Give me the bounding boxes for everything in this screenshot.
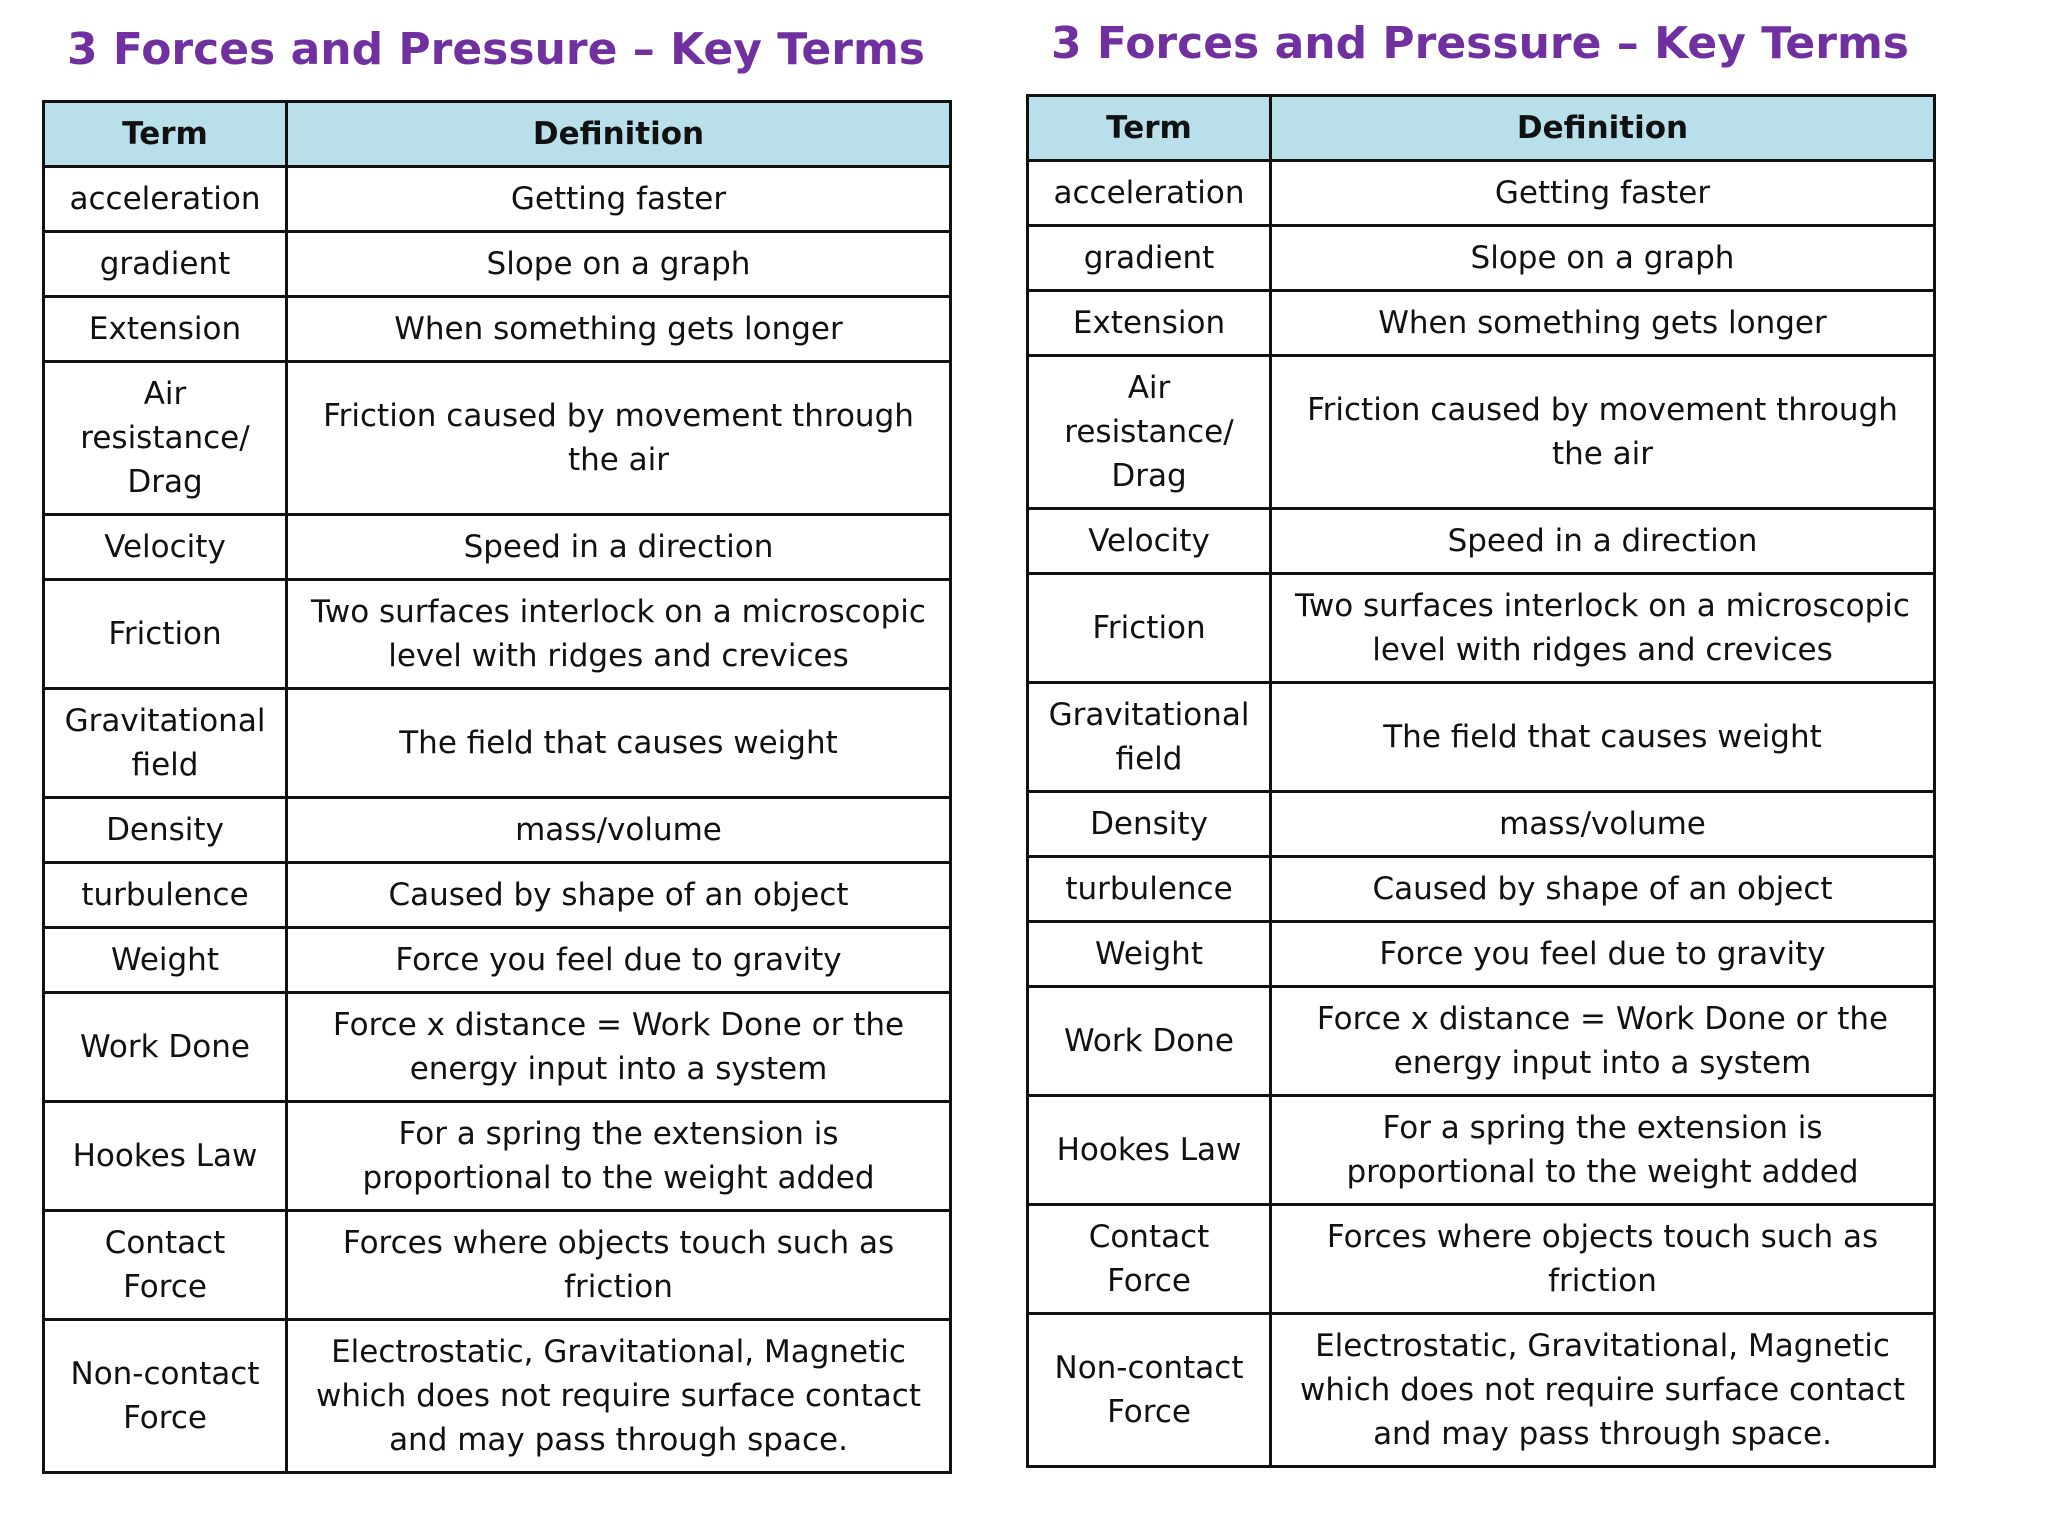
definition-cell: The field that causes weight — [287, 689, 951, 798]
definition-cell: Electrostatic, Gravitational, Magnetic which does not require surface contact and may pass through space. — [1271, 1314, 1935, 1467]
table-header-row — [1028, 96, 1935, 161]
term-cell: Extension — [44, 297, 287, 362]
term-cell: Contact Force — [44, 1211, 287, 1320]
definition-cell: mass/volume — [287, 798, 951, 863]
definition-cell: The field that causes weight — [1271, 683, 1935, 792]
term-cell: acceleration — [44, 167, 287, 232]
table-row — [44, 928, 951, 993]
definition-cell: When something gets longer — [1271, 291, 1935, 356]
definition-cell: mass/volume — [1271, 792, 1935, 857]
term-cell: gradient — [1028, 226, 1271, 291]
table-row — [44, 798, 951, 863]
term-cell: turbulence — [1028, 857, 1271, 922]
definition-cell: Friction caused by movement through the air — [1271, 356, 1935, 509]
table-row — [44, 362, 951, 515]
definition-cell: Slope on a graph — [1271, 226, 1935, 291]
column-header-definition: Definition — [1271, 96, 1935, 161]
table-row — [44, 1211, 951, 1320]
key-terms-sheet-left — [42, 18, 952, 1474]
table-row — [1028, 922, 1935, 987]
definition-cell: Force you feel due to gravity — [287, 928, 951, 993]
table-row — [1028, 987, 1935, 1096]
definition-cell: Getting faster — [1271, 161, 1935, 226]
table-row — [1028, 291, 1935, 356]
table-row — [44, 297, 951, 362]
term-cell: Density — [1028, 792, 1271, 857]
table-row — [44, 993, 951, 1102]
term-cell: Velocity — [44, 515, 287, 580]
term-cell: Work Done — [1028, 987, 1271, 1096]
term-cell: turbulence — [44, 863, 287, 928]
definition-cell: Getting faster — [287, 167, 951, 232]
definition-cell: Speed in a direction — [287, 515, 951, 580]
table-header-row — [44, 102, 951, 167]
table-row — [1028, 574, 1935, 683]
table-row — [44, 515, 951, 580]
table-row — [44, 689, 951, 798]
table-row — [1028, 1096, 1935, 1205]
term-cell: Gravitational field — [1028, 683, 1271, 792]
table-row — [44, 580, 951, 689]
term-cell: gradient — [44, 232, 287, 297]
table-row — [1028, 1314, 1935, 1467]
term-cell: Gravitational field — [44, 689, 287, 798]
page-title: 3 Forces and Pressure – Key Terms — [1051, 18, 1909, 69]
definition-cell: Electrostatic, Gravitational, Magnetic which does not require surface contact and may pass through space. — [287, 1320, 951, 1473]
column-header-term: Term — [44, 102, 287, 167]
table-row — [1028, 161, 1935, 226]
term-cell: Contact Force — [1028, 1205, 1271, 1314]
key-terms-sheet-right — [1026, 12, 1936, 1468]
definition-cell: Force you feel due to gravity — [1271, 922, 1935, 987]
key-terms-table — [42, 100, 952, 1474]
term-cell: Weight — [44, 928, 287, 993]
table-row — [44, 1102, 951, 1211]
key-terms-table — [1026, 94, 1936, 1468]
definition-cell: When something gets longer — [287, 297, 951, 362]
table-row — [1028, 857, 1935, 922]
definition-cell: Two surfaces interlock on a microscopic level with ridges and crevices — [1271, 574, 1935, 683]
table-row — [44, 167, 951, 232]
table-row — [1028, 226, 1935, 291]
definition-cell: Forces where objects touch such as friction — [1271, 1205, 1935, 1314]
table-row — [44, 863, 951, 928]
column-header-term: Term — [1028, 96, 1271, 161]
definition-cell: Caused by shape of an object — [287, 863, 951, 928]
definition-cell: Force x distance = Work Done or the energy input into a system — [1271, 987, 1935, 1096]
definition-cell: Two surfaces interlock on a microscopic level with ridges and crevices — [287, 580, 951, 689]
term-cell: Non-contact Force — [44, 1320, 287, 1473]
term-cell: Air resistance/ Drag — [44, 362, 287, 515]
table-row — [1028, 509, 1935, 574]
definition-cell: For a spring the extension is proportional to the weight added — [287, 1102, 951, 1211]
term-cell: Hookes Law — [44, 1102, 287, 1211]
term-cell: acceleration — [1028, 161, 1271, 226]
term-cell: Non-contact Force — [1028, 1314, 1271, 1467]
table-row — [1028, 792, 1935, 857]
term-cell: Velocity — [1028, 509, 1271, 574]
term-cell: Friction — [44, 580, 287, 689]
definition-cell: Friction caused by movement through the air — [287, 362, 951, 515]
definition-cell: Caused by shape of an object — [1271, 857, 1935, 922]
definition-cell: Speed in a direction — [1271, 509, 1935, 574]
definition-cell: For a spring the extension is proportional to the weight added — [1271, 1096, 1935, 1205]
table-row — [1028, 1205, 1935, 1314]
table-row — [44, 232, 951, 297]
page-title: 3 Forces and Pressure – Key Terms — [67, 24, 925, 75]
table-row — [1028, 356, 1935, 509]
definition-cell: Slope on a graph — [287, 232, 951, 297]
term-cell: Work Done — [44, 993, 287, 1102]
term-cell: Air resistance/ Drag — [1028, 356, 1271, 509]
term-cell: Density — [44, 798, 287, 863]
term-cell: Friction — [1028, 574, 1271, 683]
definition-cell: Force x distance = Work Done or the energy input into a system — [287, 993, 951, 1102]
term-cell: Extension — [1028, 291, 1271, 356]
table-row — [44, 1320, 951, 1473]
term-cell: Weight — [1028, 922, 1271, 987]
table-row — [1028, 683, 1935, 792]
term-cell: Hookes Law — [1028, 1096, 1271, 1205]
column-header-definition: Definition — [287, 102, 951, 167]
definition-cell: Forces where objects touch such as friction — [287, 1211, 951, 1320]
